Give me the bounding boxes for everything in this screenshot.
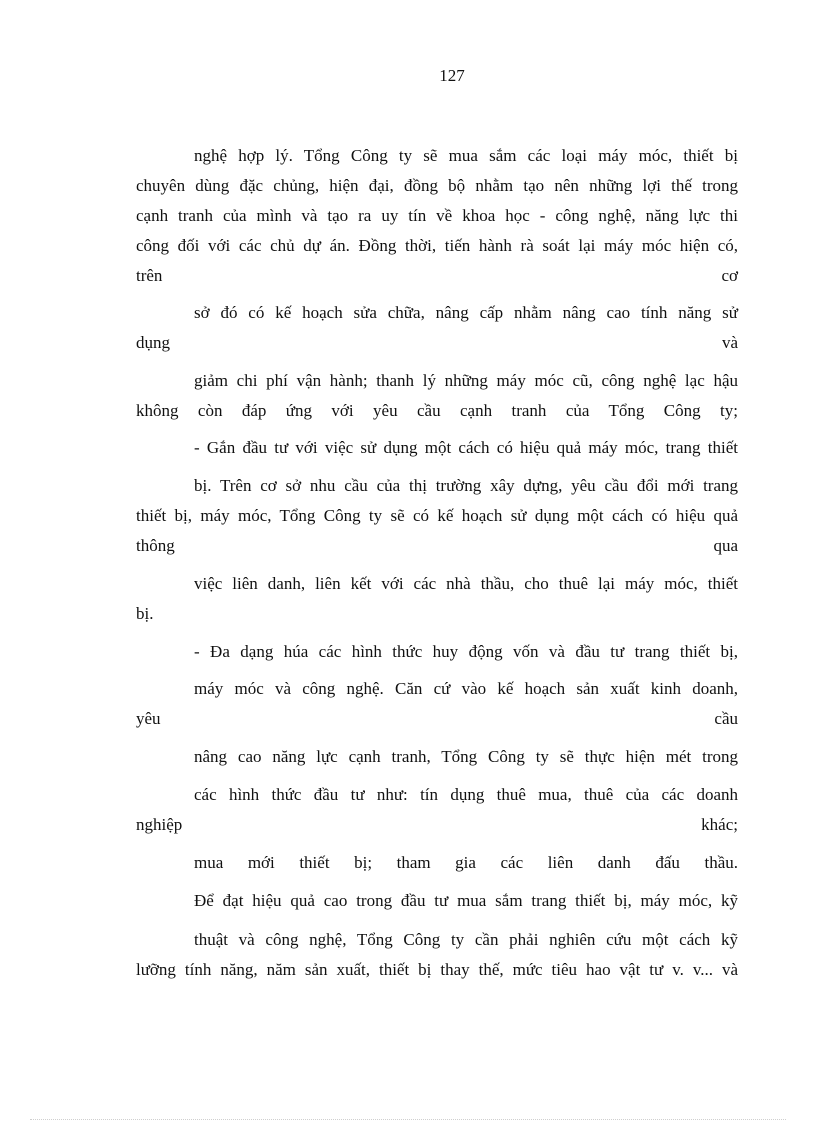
page-bottom-divider xyxy=(30,1119,786,1120)
text-line: thông xyxy=(136,536,175,555)
page-number: 127 xyxy=(439,66,465,85)
text-line: không còn đáp ứng với yêu cầu cạnh tranh của Tổng Công ty; xyxy=(136,401,738,420)
text-line: máy móc và công nghệ. Căn cứ vào kế hoạch sản xuất kinh doanh, xyxy=(194,679,738,698)
text-line: các hình thức đầu tư như: tín dụng thuê mua, thuê của các doanh xyxy=(194,785,738,804)
text-line: và xyxy=(721,333,738,352)
text-line: bị. xyxy=(136,604,154,623)
text-line: cạnh tranh của mình và tạo ra uy tín về khoa học - công nghệ, năng lực thi xyxy=(136,206,738,225)
text-line: Để đạt hiệu quả cao trong đầu tư mua sắm trang thiết bị, máy móc, kỹ xyxy=(194,891,738,910)
text-line: chuyên dùng đặc chủng, hiện đại, đồng bộ nhằm tạo nên những lợi thế trong xyxy=(136,176,738,195)
text-line: thiết bị, máy móc, Tổng Công ty sẽ có kế hoạch sử dụng một cách có hiệu quả xyxy=(136,506,738,525)
text-line: bị. Trên cơ sở nhu cầu của thị trường xây dựng, yêu cầu đổi mới trang xyxy=(194,476,738,495)
text-line: sở đó có kế hoạch sửa chữa, nâng cấp nhằm nâng cao tính năng sử xyxy=(194,303,738,322)
text-line: thuật và công nghệ, Tổng Công ty cần phải nghiên cứu một cách kỹ xyxy=(194,930,738,949)
text-line: việc liên danh, liên kết với các nhà thầu, cho thuê lại máy móc, thiết xyxy=(194,574,738,593)
text-line: giảm chi phí vận hành; thanh lý những máy móc cũ, công nghệ lạc hậu xyxy=(194,371,738,390)
text-line: dụng xyxy=(136,333,170,352)
text-line: lưỡng tính năng, năm sản xuất, thiết bị thay thế, mức tiêu hao vật tư v. v... và xyxy=(136,960,738,979)
text-line: công đối với các chủ dự án. Đồng thời, tiến hành rà soát lại máy móc hiện có, xyxy=(136,236,738,255)
text-line: qua xyxy=(713,536,738,555)
text-line: nghiệp xyxy=(136,815,183,834)
text-line: trên xyxy=(136,266,163,285)
text-line: nâng cao năng lực cạnh tranh, Tổng Công ty sẽ thực hiện mét trong xyxy=(194,747,738,766)
text-line: mua mới thiết bị; tham gia các liên danh đấu thầu. xyxy=(194,853,738,872)
text-line: - Đa dạng húa các hình thức huy động vốn và đầu tư trang thiết bị, xyxy=(194,642,738,661)
text-line: - Gắn đầu tư với việc sử dụng một cách có hiệu quả máy móc, trang thiết xyxy=(194,438,738,457)
text-line: khác; xyxy=(701,815,738,834)
text-line: yêu xyxy=(136,709,161,728)
text-line: cơ xyxy=(721,266,738,285)
text-line: nghệ hợp lý. Tổng Công ty sẽ mua sắm các loại máy móc, thiết bị xyxy=(194,146,738,165)
text-line: cầu xyxy=(714,709,738,728)
